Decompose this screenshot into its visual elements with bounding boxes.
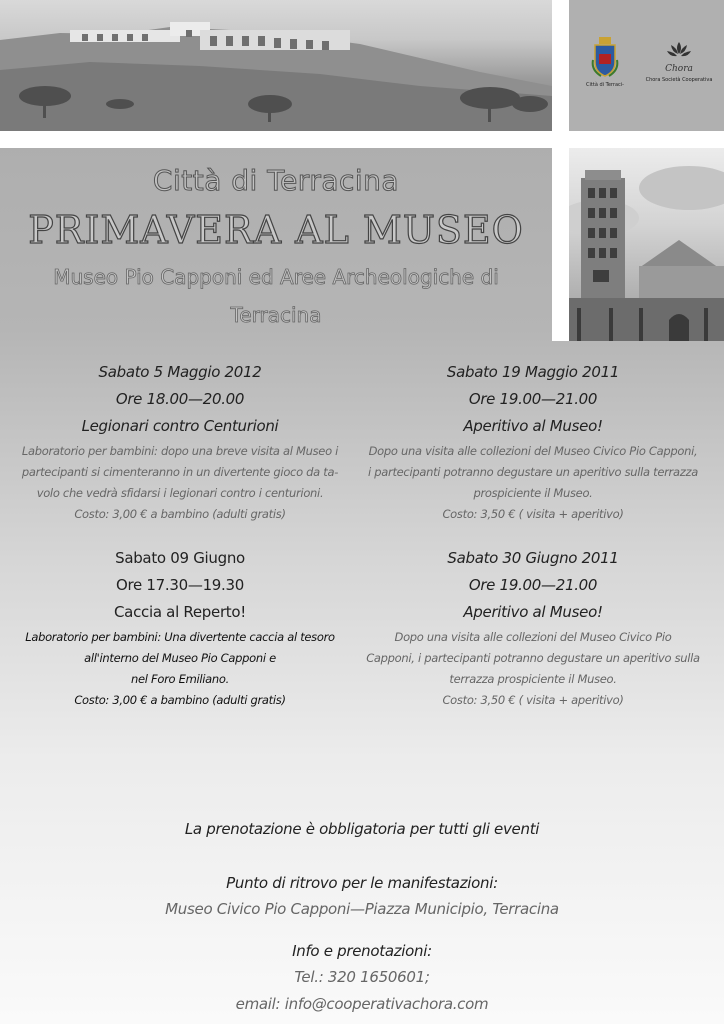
event-name: Aperitivo al Museo! [463,603,603,621]
event-series-title: PRIMAVERA AL MUSEO [28,208,524,252]
city-title: Città di Terracina [152,164,400,197]
phone-number: Tel.: 320 1650601; [294,968,430,986]
white-divider-vertical [552,0,569,341]
event-date: Sabato 5 Maggio 2012 [98,363,262,381]
event-description-line: all'interno del Museo Pio Capponi e [84,651,276,665]
coop-logo-caption: Chora Società Cooperativa [645,77,713,83]
event-date: Sabato 30 Giugno 2011 [447,549,619,567]
event-card-legionari [5,359,355,525]
event-cost: Costo: 3,50 € ( visita + aperitivo) [442,507,624,521]
coop-leaf-icon [663,40,695,66]
event-time: Ore 17.30—19.30 [115,576,245,594]
event-description-line: Laboratorio per bambini: dopo una breve visita al Museo i [21,444,339,458]
event-time: Ore 19.00—21.00 [468,576,598,594]
logo-panel [569,0,724,131]
meeting-point-place: Museo Civico Pio Capponi—Piazza Municipio, Terracina [165,900,559,918]
city-logo [579,36,631,88]
booking-notice: La prenotazione è obbligatoria per tutti gli eventi [184,820,540,838]
fort-landscape-illustration [0,0,552,131]
contact-email: email: info@cooperativachora.com [235,995,489,1013]
bell-tower-photo [569,148,724,341]
city-logo-caption: Città di Terraci- [586,82,624,88]
fort-landscape-photo [0,0,552,131]
event-card-aperitivo-maggio [358,359,708,525]
event-cost: Costo: 3,00 € a bambino (adulti gratis) [74,693,286,707]
event-description-line: Capponi, i partecipanti potranno degustare un aperitivo sulla [366,651,700,665]
event-name: Legionari contro Centurioni [81,417,279,435]
event-date: Sabato 19 Maggio 2011 [446,363,620,381]
event-card-caccia [5,545,355,711]
event-description-line: partecipanti si cimenteranno in un divertente gioco da ta- [21,465,339,479]
event-time: Ore 18.00—20.00 [115,390,245,408]
museum-subtitle: Museo Pio Capponi ed Aree Archeologiche di Terracina [53,265,499,327]
event-description-line: terrazza prospiciente il Museo. [449,672,617,686]
coop-logo [639,40,719,83]
event-cost: Costo: 3,00 € a bambino (adulti gratis) [74,507,286,521]
event-card-aperitivo-giugno [358,545,708,711]
event-description-line: Dopo una visita alle collezioni del Museo Civico Pio Capponi, [368,444,698,458]
event-description-line: i partecipanti potranno degustare un aperitivo sulla terrazza [368,465,698,479]
event-description-line: prospiciente il Museo. [473,486,593,500]
meeting-point-label: Punto di ritrovo per le manifestazioni: [226,874,498,892]
event-name: Aperitivo al Museo! [463,417,603,435]
event-description-line: Dopo una visita alle collezioni del Museo Civico Pio [394,630,672,644]
event-name: Caccia al Reperto! [114,603,246,621]
event-cost: Costo: 3,50 € ( visita + aperitivo) [442,693,624,707]
event-description-line: nel Foro Emiliano. [131,672,229,686]
event-description-line: Laboratorio per bambini: Una divertente caccia al tesoro [25,630,335,644]
info-label: Info e prenotazioni: [292,942,432,960]
event-time: Ore 19.00—21.00 [468,390,598,408]
event-description-line: volo che vedrà sfidarsi i legionari contro i centurioni. [36,486,324,500]
white-divider-horizontal [0,131,724,148]
bell-tower-illustration [569,148,724,341]
event-date: Sabato 09 Giugno [115,549,245,567]
city-crest-icon [591,36,619,78]
coop-wordmark: Chora [665,64,693,74]
